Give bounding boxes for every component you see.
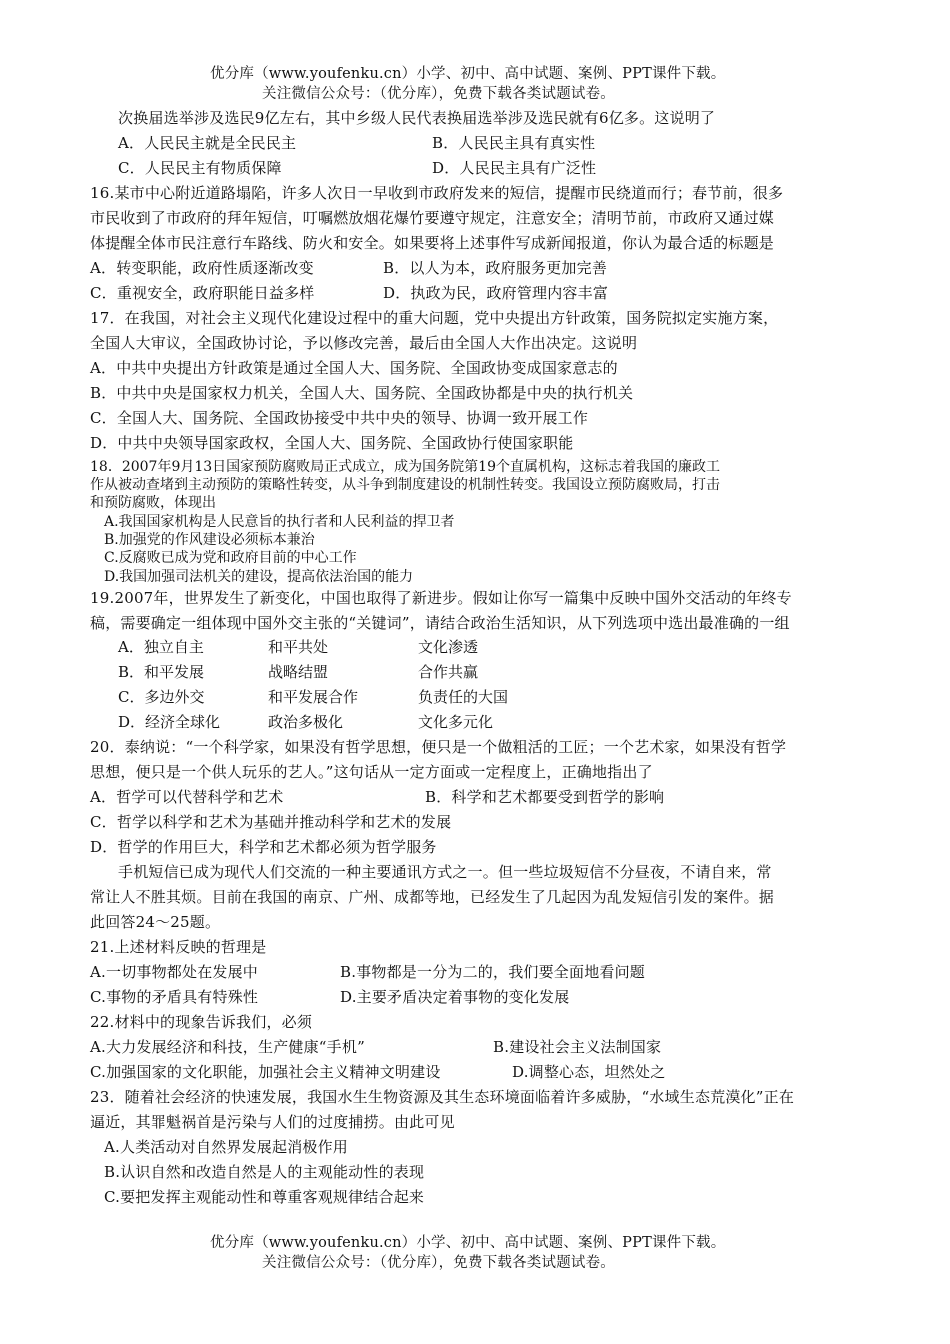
q19-option-d-term3: 文化多元化 [418,713,494,731]
material-line3: 此回答24～25题。 [90,913,221,931]
page-footer-line2: 关注微信公众号：（优分库），免费下载各类试题试卷。 [262,1255,615,1271]
q18-stem-line3: 和预防腐败，体现出 [90,495,216,511]
q21-option-d: D.主要矛盾决定着事物的变化发展 [340,988,570,1006]
q19-stem-line2: 稿，需要确定一组体现中国外交主张的“关键词”，请结合政治生活知识，从下列选项中选出最准确的一组 [90,614,790,632]
q19-option-b-term2: 战略结盟 [268,663,329,681]
q16-stem-line3: 体提醒全体市民注意行车路线、防火和安全。如果要将上述事件写成新闻报道，你认为最合适的标题是 [90,234,775,252]
q18-option-c: C.反腐败已成为党和政府目前的中心工作 [104,550,357,566]
page-header-line1: 优分库（www.youfenku.cn）小学、初中、高中试题、案例、PPT课件下载。 [210,66,726,82]
material-line1: 手机短信已成为现代人们交流的一种主要通讯方式之一。但一些垃圾短信不分昼夜，不请自来，常 [118,863,772,881]
q21-stem: 21.上述材料反映的哲理是 [90,938,267,956]
q23-option-a: A.人类活动对自然界发展起消极作用 [104,1138,349,1156]
q22-option-b: B.建设社会主义法制国家 [493,1038,662,1056]
q19-option-a-term3: 文化渗透 [418,638,479,656]
q19-option-a-term1: A．独立自主 [118,638,204,656]
q17-option-c: C．全国人大、国务院、全国政协接受中共中央的领导、协调一致开展工作 [90,409,589,427]
q15-option-c: C．人民民主有物质保障 [118,159,282,177]
q21-option-c: C.事物的矛盾具有特殊性 [90,988,259,1006]
q16-stem-line2: 市民收到了市政府的拜年短信，叮嘱燃放烟花爆竹要遵守规定，注意安全；清明节前，市政府又通过媒 [90,209,775,227]
page-footer-line1: 优分库（www.youfenku.cn）小学、初中、高中试题、案例、PPT课件下载。 [210,1235,726,1251]
q17-option-a: A．中共中央提出方针政策是通过全国人大、国务院、全国政协变成国家意志的 [90,359,618,377]
q18-option-a: A.我国国家机构是人民意旨的执行者和人民利益的捍卫者 [104,514,455,530]
q16-option-c: C．重视安全，政府职能日益多样 [90,284,315,302]
q20-option-b: B．科学和艺术都要受到哲学的影响 [425,788,665,806]
q18-stem-line1: 18．2007年9月13日国家预防腐败局正式成立，成为国务院第19个直属机构，这标志着我国的廉政工 [90,459,720,475]
q20-option-c: C．哲学以科学和艺术为基础并推动科学和艺术的发展 [90,813,452,831]
q15-option-a: A．人民民主就是全民民主 [118,134,297,152]
q23-stem-line2: 逼近，其罪魁祸首是污染与人们的过度捕捞。由此可见 [90,1113,455,1131]
q16-option-a: A．转变职能，政府性质逐渐改变 [90,259,314,277]
q20-option-a: A．哲学可以代替科学和艺术 [90,788,284,806]
q19-option-c-term2: 和平发展合作 [268,688,359,706]
q21-option-b: B.事物都是一分为二的，我们要全面地看问题 [340,963,645,981]
q21-option-a: A.一切事物都处在发展中 [90,963,259,981]
q23-option-c: C.要把发挥主观能动性和尊重客观规律结合起来 [104,1188,425,1206]
q15-stem-continuation: 次换届选举涉及选民9亿左右，其中乡级人民代表换届选举涉及选民就有6亿多。这说明了 [118,109,716,127]
q19-option-a-term2: 和平共处 [268,638,329,656]
q19-option-b-term3: 合作共赢 [418,663,479,681]
q23-stem-line1: 23．随着社会经济的快速发展，我国水生生物资源及其生态环境面临着许多威胁，“水域生态荒漠化”正在 [90,1088,795,1106]
q19-option-b-term1: B．和平发展 [118,663,205,681]
q18-option-b: B.加强党的作风建设必须标本兼治 [104,532,315,548]
q15-option-d: D．人民民主具有广泛性 [432,159,597,177]
q18-stem-line2: 作从被动查堵到主动预防的策略性转变，从斗争到制度建设的机制性转变。我国设立预防腐败局，打击 [90,477,720,493]
q16-option-b: B．以人为本，政府服务更加完善 [383,259,608,277]
q17-option-d: D．中共中央领导国家政权，全国人大、国务院、全国政协行使国家职能 [90,434,574,452]
q17-stem-line1: 17．在我国，对社会主义现代化建设过程中的重大问题，党中央提出方针政策，国务院拟定实施方案， [90,309,779,327]
q22-option-d: D.调整心态，坦然处之 [512,1063,666,1081]
q22-option-c: C.加强国家的文化职能，加强社会主义精神文明建设 [90,1063,441,1081]
q19-option-c-term1: C．多边外交 [118,688,205,706]
q18-option-d: D.我国加强司法机关的建设，提高依法治国的能力 [104,569,414,585]
q15-option-b: B．人民民主具有真实性 [432,134,596,152]
q16-option-d: D．执政为民，政府管理内容丰富 [383,284,609,302]
q20-stem-line2: 思想，便只是一个供人玩乐的艺人。”这句话从一定方面或一定程度上，正确地指出了 [90,763,653,781]
material-line2: 常让人不胜其烦。目前在我国的南京、广州、成都等地，已经发生了几起因为乱发短信引发的案件。据 [90,888,775,906]
q22-stem: 22.材料中的现象告诉我们，必须 [90,1013,313,1031]
q20-option-d: D．哲学的作用巨大，科学和艺术都必须为哲学服务 [90,838,437,856]
q19-stem-line1: 19.2007年，世界发生了新变化，中国也取得了新进步。假如让你写一篇集中反映中国外交活动的年终专 [90,589,792,607]
q19-option-d-term1: D．经济全球化 [118,713,221,731]
page-header-line2: 关注微信公众号：（优分库），免费下载各类试题试卷。 [262,86,615,102]
q17-option-b: B．中共中央是国家权力机关，全国人大、国务院、全国政协都是中央的执行机关 [90,384,634,402]
q19-option-d-term2: 政治多极化 [268,713,344,731]
q22-option-a: A.大力发展经济和科技，生产健康“手机” [90,1038,365,1056]
q16-stem-line1: 16.某市中心附近道路塌陷，许多人次日一早收到市政府发来的短信，提醒市民绕道而行；春节前，很多 [90,184,784,202]
q23-option-b: B.认识自然和改造自然是人的主观能动性的表现 [104,1163,425,1181]
q19-option-c-term3: 负责任的大国 [418,688,509,706]
q20-stem-line1: 20．泰纳说：“一个科学家，如果没有哲学思想，便只是一个做粗活的工匠；一个艺术家，如果没有哲学 [90,738,787,756]
q17-stem-line2: 全国人大审议，全国政协讨论，予以修改完善，最后由全国人大作出决定。这说明 [90,334,638,352]
